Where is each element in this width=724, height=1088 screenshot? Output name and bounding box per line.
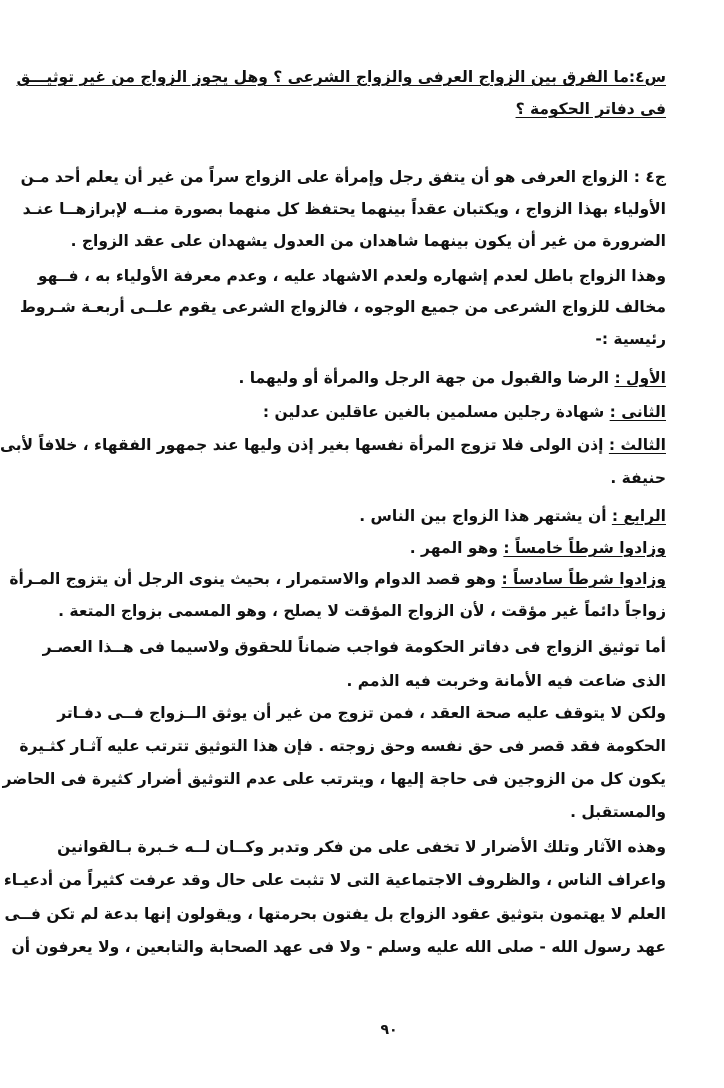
condition-sixth-label: وزادوا شرطاً سادساً : — [501, 570, 666, 588]
condition-first-label: الأول : — [614, 369, 666, 387]
answer-line-2: الأولياء بهذا الزواج ، ويكتبان عقداً بينهما يحتفظ كل منهما بصورة منــه لإبرازهــا عنـد — [22, 200, 666, 218]
condition-first-text: الرضا والقبول من جهة الرجل والمرأة أو وليهما . — [238, 369, 615, 387]
condition-second — [110, 401, 666, 423]
doc-line-2: الذى ضاعت فيه الأمانة وخربت فيه الذمم . — [346, 672, 666, 690]
answer-line-4: وهذا الزواج باطل لعدم إشهاره ولعدم الاشهاد عليه ، وعدم معرفة الأولياء به ، فــهو — [37, 267, 666, 285]
page-number: ٩٠ — [380, 1022, 398, 1038]
doc-line-7: وهذه الآثار وتلك الأضرار لا تخفى على من فكر وتدبر وكــان لــه خـبرة بـالقوانين — [57, 838, 666, 856]
doc-line-9: العلم لا يهتمون بتوثيق عقود الزواج بل يفتون بحرمتها ، ويقولون إنها بدعة لم تكن فــى — [4, 905, 666, 923]
condition-fifth-label: وزادوا شرطاً خامساً : — [503, 539, 666, 557]
doc-line-5: يكون كل من الزوجين فى حاجة إليها ، ويترتب على عدم التوثيق أضرار كثيرة فى الحاضر — [2, 770, 666, 788]
condition-third-label: الثالث : — [608, 436, 666, 454]
condition-fifth-text: وهو المهر . — [409, 539, 504, 557]
condition-sixth-cont: زواجاً دائماً غير مؤقت ، لأن الزواج المؤقت لا يصلح ، وهو المسمى بزواج المتعة . — [58, 602, 666, 620]
condition-second-text: شهادة رجلين مسلمين بالغين عاقلين عدلين : — [262, 403, 610, 421]
doc-line-1: أما توثيق الزواج فى دفاتر الحكومة فواجب ضماناً للحقوق ولاسيما فى هــذا العصـر — [42, 638, 666, 656]
condition-sixth-text: وهو قصد الدوام والاستمرار ، بحيث ينوى الرجل أن يتزوج المـرأة — [9, 570, 502, 588]
answer-line-3: الضرورة من غير أن يكون بينهما شاهدان من العدول يشهدان على عقد الزواج . — [70, 232, 666, 250]
doc-line-3: ولكن لا يتوقف عليه صحة العقد ، فمن تزوج من غير أن يوثق الــزواج فــى دفـاتر — [57, 704, 666, 722]
question-line-1: س٤:ما الفرق بين الزواج العرفى والزواج الشرعى ؟ وهل يجوز الزواج من غير توثيـــق — [16, 68, 666, 86]
doc-line-4: الحكومة فقد قصر فى حق نفسه وحق زوجته . فإن هذا التوثيق تترتب عليه آثـار كثـيرة — [19, 737, 666, 755]
condition-fourth — [110, 505, 666, 527]
condition-third-cont: حنيفة . — [610, 469, 666, 487]
condition-third-text: إذن الولى فلا تزوج المرأة نفسها بغير إذن وليها عند جمهور الفقهاء ، خلافاً لأبى — [0, 436, 609, 454]
question-line-2: فى دفاتر الحكومة ؟ — [515, 100, 666, 118]
answer-line-5: مخالف للزواج الشرعى من جميع الوجوه ، فالزواج الشرعى يقوم علــى أربعـة شـروط — [19, 298, 666, 316]
doc-line-6: والمستقبل . — [570, 803, 666, 821]
condition-second-label: الثانى : — [609, 403, 666, 421]
doc-line-8: واعراف الناس ، والظروف الاجتماعية التى لا تثبت على حال وقد عرفت كثيراً من أدعيـاء — [3, 871, 666, 889]
answer-line-1: ج٤ : الزواج العرفى هو أن يتفق رجل وإمرأة على الزواج سراً من غير أن يعلم أحد مـن — [20, 168, 666, 186]
condition-fourth-label: الرابع : — [611, 507, 666, 525]
doc-line-10: عهد رسول الله - صلى الله عليه وسلم - ولا فى عهد الصحابة والتابعين ، ولا يعرفون أن — [11, 938, 666, 956]
condition-fourth-text: أن يشتهر هذا الزواج بين الناس . — [359, 507, 612, 525]
condition-first — [110, 367, 666, 389]
condition-fifth — [110, 537, 666, 559]
condition-third — [0, 434, 666, 456]
condition-sixth — [9, 568, 666, 590]
answer-line-6: رئيسية :- — [595, 330, 666, 348]
